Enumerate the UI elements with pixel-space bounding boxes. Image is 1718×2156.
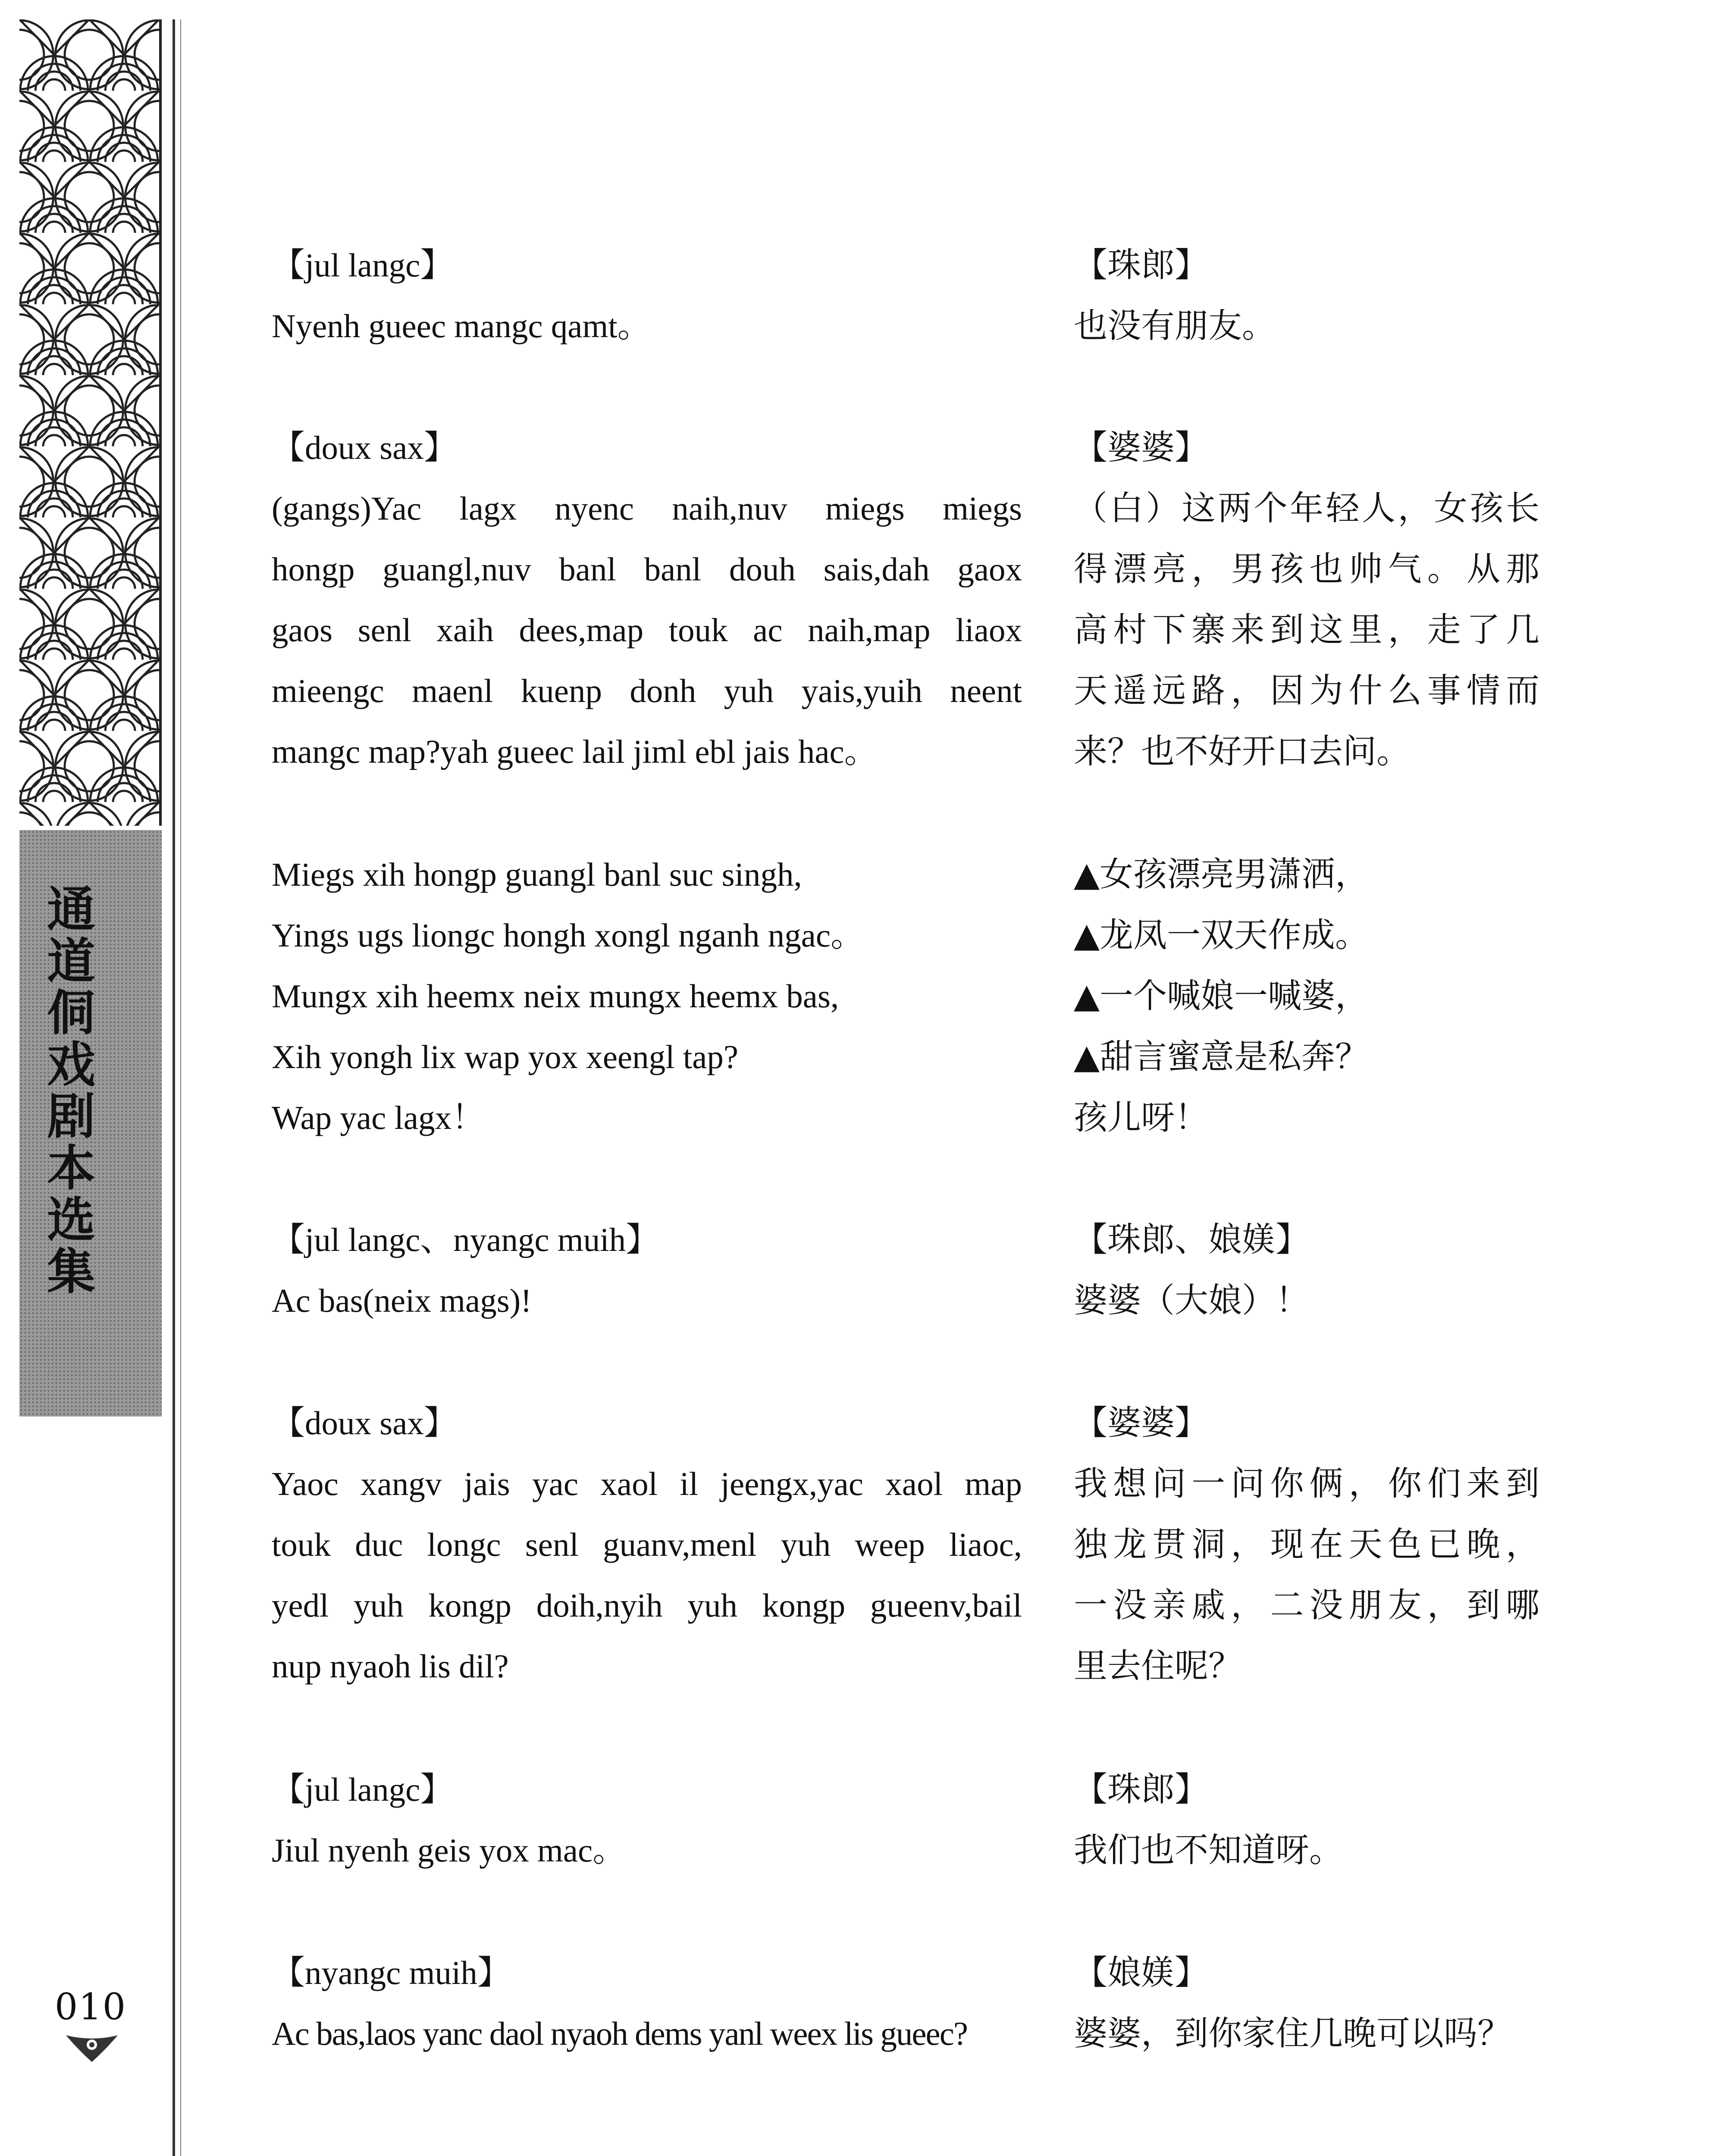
zh-line: 得漂亮，男孩也帅气。从那 [1074,550,1539,589]
book-title [0,884,142,1298]
dong-line: yedl yuh kongp doih,nyih yuh kongp gueenv,bail [272,1587,1022,1624]
zh-section-3 [1074,844,1539,1148]
zh-speaker: 【娘媄】 [1074,1953,1209,1992]
dong-speaker: 【doux sax】 [272,1404,457,1442]
dong-line: Jiul nyenh geis yox mac。 [272,1832,626,1869]
book-title-char: 通 [47,882,95,938]
zh-speaker: 【婆婆】 [1074,428,1209,467]
page-ornament-icon [64,2031,120,2065]
dong-line: Ac bas(neix mags)! [272,1282,532,1319]
dong-section-5 [272,1393,1022,1697]
dong-line: Ac bas,laos yanc daol nyaoh dems yanl weex lis gueec? [272,2015,968,2052]
book-title-char: 集 [47,1244,95,1300]
zh-line: ▲女孩漂亮男潇洒， [1074,855,1369,894]
zh-section-6 [1074,1759,1539,1881]
dong-line: Nyenh gueec mangc qamt。 [272,307,651,345]
zh-line: ▲一个喊娘一喊婆， [1074,977,1369,1015]
dong-speaker: 【nyangc muih】 [272,1954,511,1991]
dong-line: Xih yongh lix wap yox xeengl tap? [272,1038,739,1075]
dong-line: Wap yac lagx！ [272,1099,485,1136]
dong-speaker: 【jul langc】 [272,247,454,284]
zh-section-2 [1074,417,1539,782]
dong-line: Mungx xih heemx neix mungx heemx bas, [272,978,839,1015]
zh-section-5 [1074,1393,1539,1697]
dong-section-7 [272,1943,1022,2064]
dong-section-6 [272,1759,1022,1881]
book-title-char: 选 [47,1192,95,1248]
zh-line: 来？也不好开口去问。 [1074,732,1411,771]
dong-line: mangc map?yah gueec lail jiml ebl jais hac。 [272,733,878,770]
dong-section-3 [272,844,1022,1148]
zh-line: 也没有朋友。 [1074,307,1276,345]
dong-speaker: 【doux sax】 [272,429,457,466]
zh-speaker: 【珠郎、娘媄】 [1074,1220,1310,1259]
dong-line: Yings ugs liongc hongh xongl nganh ngac。 [272,917,864,954]
zh-speaker: 【珠郎】 [1074,1770,1209,1809]
zh-line: 婆婆，到你家住几晚可以吗？ [1074,2014,1511,2053]
zh-line: 一没亲戚，二没朋友，到哪 [1074,1586,1539,1625]
zh-line: 里去住呢？ [1074,1647,1242,1686]
dong-line: touk duc longc senl guanv,menl yuh weep liaoc, [272,1526,1022,1563]
zh-line: （白）这两个年轻人，女孩长 [1074,489,1539,528]
dong-line: mieengc maenl kuenp donh yuh yais,yuih neent [272,672,1022,709]
dong-line: Yaoc xangv jais yac xaol il jeengx,yac xaol map [272,1465,1022,1502]
zh-line: 婆婆（大娘）！ [1074,1281,1310,1320]
dong-line: Miegs xih hongp guangl banl suc singh, [272,856,802,893]
zh-line: 我想问一问你俩，你们来到 [1074,1464,1539,1503]
book-title-char: 道 [47,934,95,990]
dong-speaker: 【jul langc】 [272,1771,454,1808]
zh-line: 天遥远路，因为什么事情而 [1074,671,1539,710]
zh-speaker: 【珠郎】 [1074,246,1209,285]
zh-line: 孩儿呀！ [1074,1098,1209,1137]
divider-line-thin [180,19,181,2156]
zh-section-7 [1074,1943,1539,2064]
zh-line: ▲甜言蜜意是私奔？ [1074,1037,1369,1076]
dong-line: hongp guangl,nuv banl banl douh sais,dah gaox [272,551,1022,588]
dong-section-2 [272,417,1022,782]
book-title-char: 剧 [47,1089,95,1145]
book-title-char: 本 [47,1141,95,1197]
dong-speaker: 【jul langc、nyangc muih】 [272,1221,659,1258]
book-title-char: 戏 [47,1037,95,1093]
zh-line: 高村下寨来到这里，走了几 [1074,611,1539,649]
zh-line: 我们也不知道呀。 [1074,1831,1343,1870]
dong-section-4 [272,1210,1022,1331]
dong-line: gaos senl xaih dees,map touk ac naih,map liaox [272,611,1022,649]
zh-section-4 [1074,1210,1539,1331]
dong-line: nup nyaoh lis dil? [272,1648,509,1685]
zh-speaker: 【婆婆】 [1074,1404,1209,1442]
dong-section-1 [272,235,1022,357]
divider-line [172,19,175,2156]
zh-line: 独龙贯洞，现在天色已晚， [1074,1525,1539,1564]
cloud-wave-pattern [19,19,162,826]
zh-line: ▲龙凤一双天作成。 [1074,916,1369,955]
zh-section-1 [1074,235,1539,357]
page-number: 010 [54,1986,127,2028]
dong-line: (gangs)Yac lagx nyenc naih,nuv miegs miegs [272,490,1022,527]
book-title-char: 侗 [47,985,95,1041]
